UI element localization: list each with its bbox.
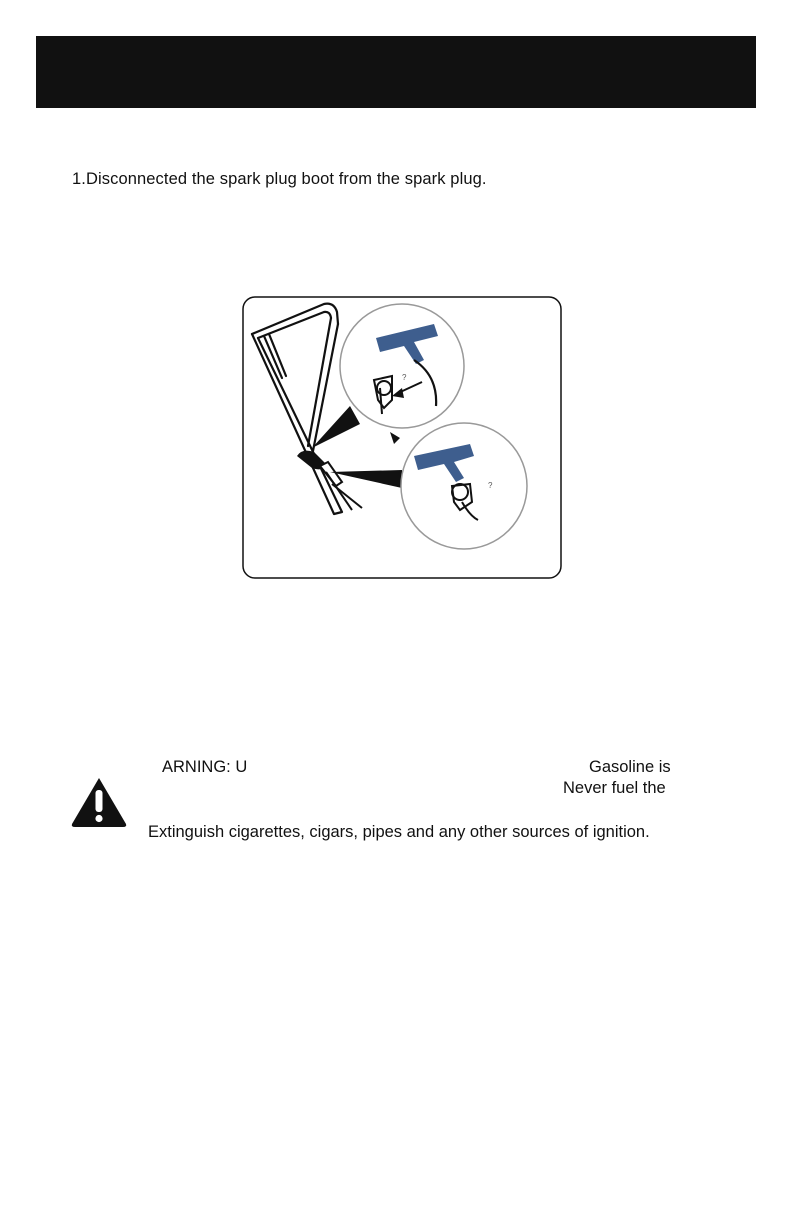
svg-text:?: ? (488, 481, 493, 490)
mower-handle-illustration (242, 296, 562, 579)
warning-fragment-2: Gasoline is (589, 758, 671, 776)
warning-fragment-1: ARNING: U (162, 758, 248, 776)
detail-circle-bottom (401, 423, 527, 549)
svg-text:?: ? (402, 373, 407, 382)
warning-triangle-icon (70, 776, 128, 828)
detail-circle-top (340, 304, 464, 428)
warning-line-4: Extinguish cigarettes, cigars, pipes and any other sources of ignition. (148, 823, 650, 841)
warning-fragment-3: Never fuel the (563, 779, 666, 797)
header-bar (36, 36, 756, 108)
step-1-text: 1.Disconnected the spark plug boot from the spark plug. (72, 170, 487, 188)
spark-plug-figure (242, 296, 562, 579)
